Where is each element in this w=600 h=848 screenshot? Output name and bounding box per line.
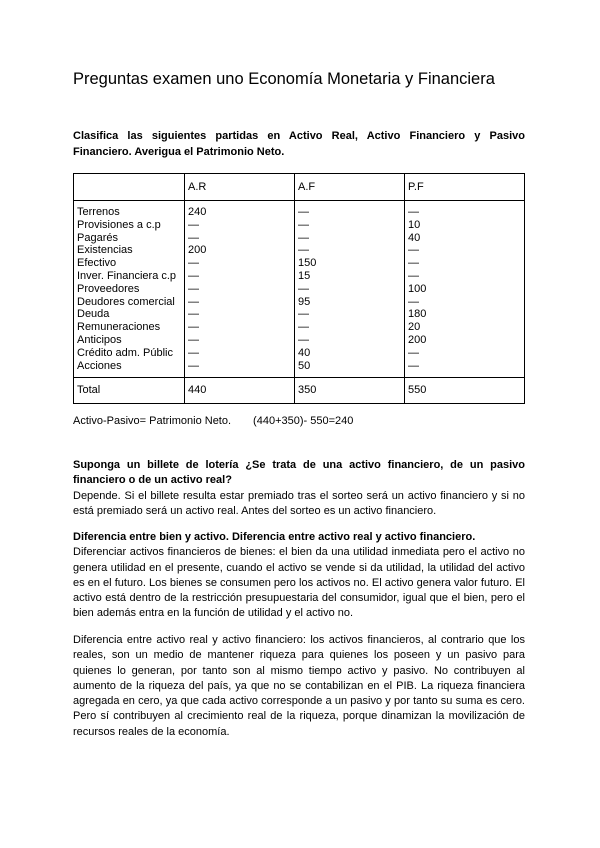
pasivo-financiero-column — [405, 201, 525, 378]
table-cell: — — [408, 359, 419, 372]
table-cell: Existencias — [77, 244, 133, 257]
table-cell: — — [408, 257, 419, 270]
table-header-cell — [74, 174, 185, 201]
table-cell: 10 — [408, 218, 421, 231]
activo-real-column — [185, 201, 295, 378]
table-cell: — — [188, 333, 199, 346]
formula-result: (440+350)- 550=240 — [253, 415, 354, 427]
table-cell: 200 — [408, 333, 427, 346]
table-cell: 150 — [298, 257, 317, 270]
question-3-part-2 — [73, 633, 525, 740]
table-header-cell: A.R — [185, 174, 295, 201]
table-cell: — — [408, 269, 419, 282]
table-cell: — — [188, 321, 199, 334]
table-cell: — — [408, 295, 419, 308]
table-cell: Efectivo — [77, 257, 117, 270]
table-cell: 95 — [298, 295, 311, 308]
table-cell: — — [298, 308, 309, 321]
page-title: Preguntas examen uno Economía Monetaria y Financiera — [73, 70, 495, 88]
table-cell: 20 — [408, 321, 421, 334]
total-pasivo-financiero: 550 — [405, 378, 525, 404]
table-cell: Proveedores — [77, 282, 140, 295]
table-cell: — — [188, 346, 199, 359]
table-cell: — — [298, 282, 309, 295]
table-cell: — — [188, 218, 199, 231]
table-cell: — — [408, 346, 419, 359]
table-cell: — — [298, 231, 309, 244]
table-cell: 180 — [408, 308, 427, 321]
items-column — [74, 201, 185, 378]
table-cell: — — [188, 231, 199, 244]
table-cell: 40 — [408, 231, 421, 244]
table-cell: Anticipos — [77, 333, 122, 346]
table-cell: — — [188, 269, 199, 282]
formula-line — [73, 415, 353, 427]
table-cell: 240 — [188, 206, 207, 218]
classification-table — [73, 173, 525, 404]
table-cell: — — [188, 295, 199, 308]
table-cell: Pagarés — [77, 231, 118, 244]
table-cell: — — [298, 333, 309, 346]
table-cell: — — [188, 257, 199, 270]
table-cell: — — [408, 244, 419, 257]
table-cell: Deudores comercial — [77, 295, 175, 308]
question-2-answer: Depende. Si el billete resulta estar premiado tras el sorteo será un activo financiero y si no está premiado será un activo real. Antes del sorteo es un activo financiero. — [73, 489, 525, 517]
table-cell: — — [188, 359, 199, 372]
question-3-heading: Diferencia entre bien y activo. Diferencia entre activo real y activo financiero. — [73, 531, 476, 543]
total-label: Total — [74, 378, 185, 404]
table-cell: Provisiones a c.p — [77, 218, 161, 231]
table-cell: Acciones — [77, 359, 122, 372]
question-2-heading: Suponga un billete de lotería ¿Se trata de una activo financiero, de un pasivo financiero o de un activo real? — [73, 459, 525, 487]
table-cell: Deuda — [77, 308, 110, 321]
table-header-row — [74, 174, 525, 201]
table-cell: — — [188, 308, 199, 321]
table-cell: 200 — [188, 244, 207, 257]
question-1: Clasifica las siguientes partidas en Activo Real, Activo Financiero y Pasivo Financiero. Averigua el Patrimonio Neto. — [73, 130, 525, 158]
question-3-answer-2: Diferencia entre activo real y activo financiero: los activos financieros, al contrario que los reales, son un medio de mantener riqueza para quienes los poseen y un pasivo para quienes lo generan, por tanto son al mismo tiempo activo y pasivo. No contribuyen al aumento de la riqueza del país, ya que no se contabilizan en el PIB. La riqueza financiera agregada en cero, ya que cada activo corresponde a un pasivo y por tanto su suma es cero. Pero sí contribuyen al crecimiento real de la riqueza, porque dinamizan la movilización de recursos reales de la economía. — [73, 634, 525, 738]
table-cell: — — [298, 206, 309, 218]
table-cell: — — [298, 218, 309, 231]
table-cell: 100 — [408, 282, 427, 295]
activo-financiero-column — [295, 201, 405, 378]
table-cell: 40 — [298, 346, 311, 359]
table-header-cell: A.F — [295, 174, 405, 201]
table-cell: — — [188, 282, 199, 295]
table-cell: Terrenos — [77, 206, 120, 218]
question-3-answer-1: Diferenciar activos financieros de bienes: el bien da una utilidad inmediata pero el activo no genera utilidad en el presente, cuando el activo se vende si da utilidad, la utilidad del activo es en el futuro. Los bienes se consumen pero los activos no. El activo genera valor futuro. El activo está dentro de la restricción presupuestaria del consumidor, igual que el bien, pero el bien además entra en la función de utilidad y el activo no. — [73, 546, 525, 620]
table-body-row — [74, 201, 525, 378]
table-header-cell: P.F — [405, 174, 525, 201]
table-cell: — — [298, 321, 309, 334]
table-cell: — — [408, 206, 419, 218]
table-cell: — — [298, 244, 309, 257]
total-activo-real: 440 — [185, 378, 295, 404]
table-cell: 15 — [298, 269, 311, 282]
question-3 — [73, 530, 525, 622]
formula-label: Activo-Pasivo= Patrimonio Neto. — [73, 415, 232, 427]
table-cell: Remuneraciones — [77, 321, 161, 334]
table-cell: 50 — [298, 359, 311, 372]
question-2 — [73, 458, 525, 519]
table-cell: Inver. Financiera c.p — [77, 269, 177, 282]
total-activo-financiero: 350 — [295, 378, 405, 404]
table-total-row — [74, 378, 525, 404]
table-cell: Crédito adm. Públic — [77, 346, 173, 359]
